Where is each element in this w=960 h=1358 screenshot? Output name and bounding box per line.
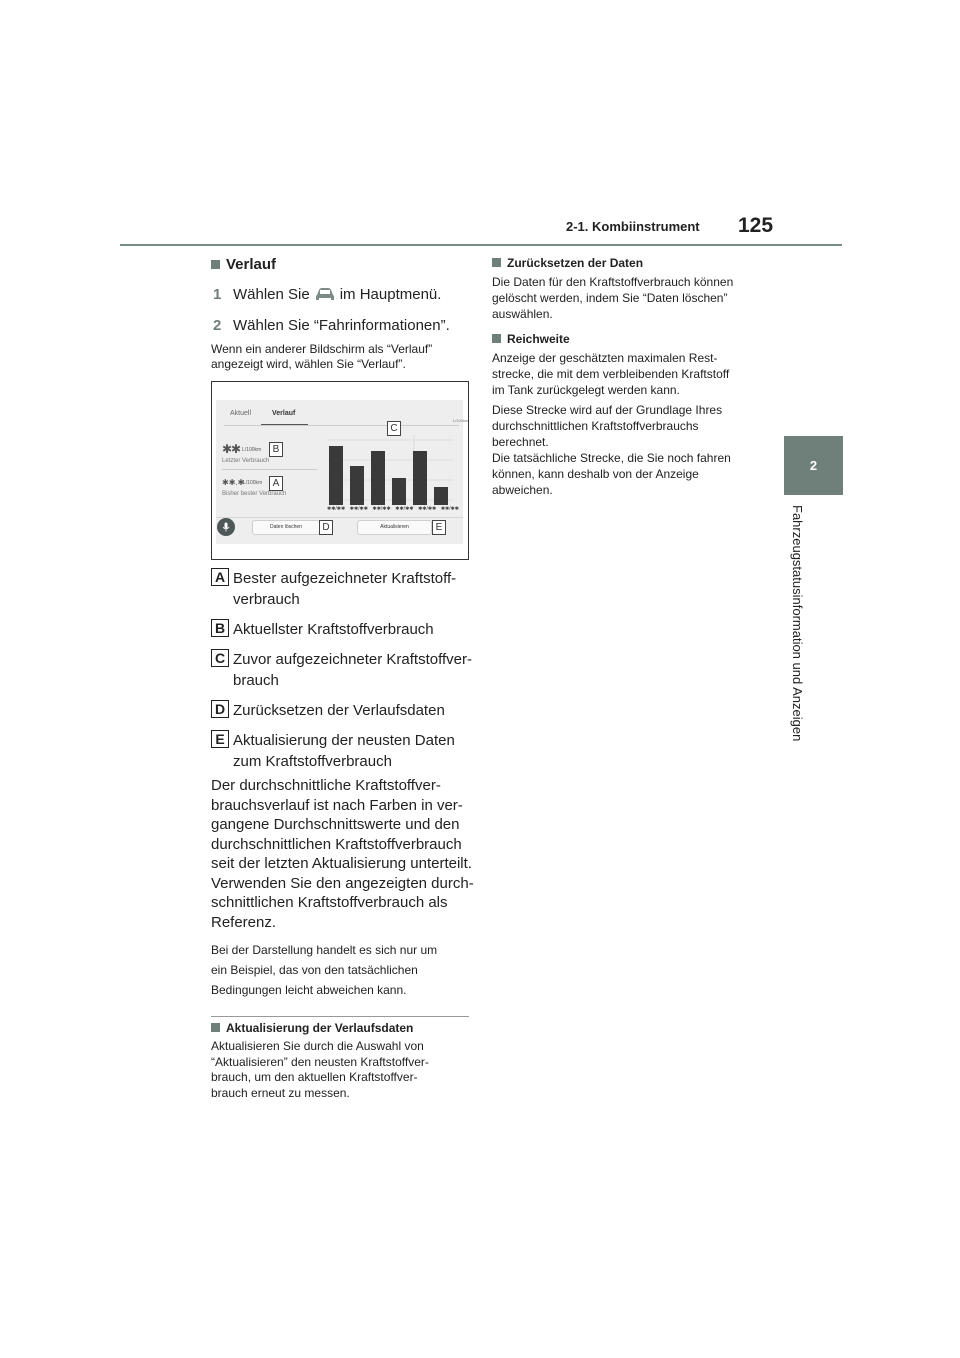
callout-e: E (432, 520, 446, 535)
square-bullet-icon (492, 334, 501, 343)
text-line: Die tatsächliche Strecke, die Sie noch fahren (492, 451, 731, 465)
legend-item-e (211, 730, 455, 772)
paragraph-line: seit der letzten Aktualisierung unterteilt. (211, 855, 472, 872)
section-title: 2-1. Kombiinstrument (566, 219, 700, 234)
text-line: Die Daten für den Kraftstoffverbrauch können (492, 275, 734, 289)
paragraph-line: brauchsverlauf ist nach Farben in ver- (211, 796, 463, 814)
chart-bar (392, 478, 406, 505)
chart-bar (371, 451, 385, 505)
paragraph-line: Verwenden Sie den angezeigten durch- (211, 874, 474, 892)
square-bullet-icon (211, 260, 220, 269)
legend-text: brauch (233, 672, 279, 689)
text-line: brauch, um den aktuellen Kraftstoffver- (211, 1070, 418, 1084)
legend-letter-d: D (211, 700, 229, 718)
note-line: Bedingungen leicht abweichen kann. (211, 983, 407, 997)
description-paragraph (211, 776, 476, 932)
square-bullet-icon (211, 1023, 220, 1032)
legend-text: Aktualisierung der neusten Daten (233, 732, 455, 749)
tab-verlauf: Verlauf (272, 410, 296, 417)
text-line: können, kann deshalb von der Anzeige (492, 467, 699, 481)
legend-item-d (211, 700, 445, 721)
step-2 (213, 317, 450, 334)
legend-text: Zurücksetzen der Verlaufsdaten (233, 702, 445, 719)
bar-label: ✱✱/✱✱ (440, 506, 459, 512)
heading-verlauf (211, 256, 276, 273)
heading-range (492, 332, 570, 346)
text-line: durchschnittlichen Kraftstoffverbrauchs (492, 419, 699, 433)
legend-item-b (211, 619, 434, 640)
note-verlauf (211, 342, 471, 372)
legend-text: zum Kraftstoffverbrauch (233, 753, 392, 770)
legend-text: Zuvor aufgezeichneter Kraftstoffver- (233, 651, 473, 668)
legend-text: Bester aufgezeichneter Kraftstoff- (233, 570, 457, 587)
note-verlauf-line: angezeigt wird, wählen Sie “Verlauf”. (211, 357, 406, 371)
heading-verlauf-text: Verlauf (226, 256, 277, 273)
current-value: ✱✱ (222, 442, 241, 456)
step-2-text: Wählen Sie “Fahrinformationen”. (233, 317, 450, 334)
text-line: strecke, die mit dem verbleibenden Kraftstoff (492, 367, 730, 381)
header-rule (120, 244, 842, 246)
text-line: im Tank zurückgelegt werden kann. (492, 383, 680, 397)
text-line: gelöscht werden, indem Sie “Daten löschen” (492, 291, 728, 305)
callout-c: C (387, 421, 401, 436)
square-bullet-icon (492, 258, 501, 267)
text-line: Anzeige der geschätzten maximalen Rest- (492, 351, 718, 365)
chart-bar (350, 466, 364, 505)
text-line: auswählen. (492, 307, 553, 321)
heading-reset-data-text: Zurücksetzen der Daten (507, 256, 644, 270)
paragraph-line: durchschnittlichen Kraftstoffverbrauch (211, 835, 462, 853)
chart-bar (413, 451, 427, 505)
legend-text: verbrauch (233, 591, 300, 608)
screen-display (216, 400, 469, 544)
best-label: Bisher bester Verbrauch (222, 491, 287, 497)
bottom-divider (216, 517, 463, 518)
note-verlauf-line: Wenn ein anderer Bildschirm als “Verlauf” (211, 342, 433, 356)
page-number: 125 (738, 214, 774, 237)
current-label: Letzter Verbrauch (222, 458, 270, 464)
text-line: Diese Strecke wird auf der Grundlage Ihres (492, 403, 723, 417)
note-line: ein Beispiel, das von den tatsächlichen (211, 963, 418, 977)
legend-item-c (211, 649, 472, 691)
callout-a: A (269, 476, 283, 491)
callout-d: D (319, 520, 333, 535)
legend-letter-b: B (211, 619, 229, 637)
chapter-label-wrap (790, 505, 814, 755)
heading-reset-data (492, 256, 643, 270)
tab-aktuell: Aktuell (230, 410, 252, 417)
step-1-text-after: im Hauptmenü. (339, 286, 442, 303)
screen-figure (211, 381, 469, 560)
legend-letter-c: C (211, 649, 229, 667)
mic-icon (217, 518, 235, 536)
paragraph-line: Der durchschnittliche Kraftstoffver- (211, 777, 441, 794)
step-1-number: 1 (213, 286, 222, 303)
chart-bar (434, 487, 448, 505)
paragraph-line: Referenz. (211, 913, 277, 931)
text-line: berechnet. (492, 435, 549, 449)
chapter-tab: 2 (784, 436, 843, 495)
best-value: ✱✱.✱ (222, 478, 245, 487)
mic-button[interactable] (217, 518, 235, 536)
bar-label: ✱✱/✱✱ (372, 506, 391, 512)
step-1-text-before: Wählen Sie (233, 286, 310, 303)
unit-label: L/100km (453, 418, 469, 423)
bar-label: ✱✱/✱✱ (349, 506, 368, 512)
paragraph-line: gangene Durchschnittswerte und den (211, 816, 460, 833)
bar-label: ✱✱/✱✱ (418, 506, 437, 512)
update-history-text (211, 1039, 476, 1101)
text-line: “Aktualisieren” den neusten Kraftstoffver- (211, 1054, 429, 1069)
best-unit: L/100km (243, 480, 263, 486)
text-line: Aktualisieren Sie durch die Auswahl von (211, 1039, 424, 1053)
bar-label-row (327, 506, 459, 512)
text-line: brauch erneut zu messen. (211, 1085, 350, 1100)
car-icon (314, 286, 336, 302)
update-button[interactable]: Aktualisieren (357, 520, 432, 535)
chapter-label: Fahrzeugstatusinformation und Anzeigen (790, 505, 805, 742)
legend-letter-e: E (211, 730, 229, 748)
legend-item-a (211, 568, 456, 610)
note-line: Bei der Darstellung handelt es sich nur um (211, 943, 438, 957)
step-1 (213, 286, 441, 303)
legend-text: Aktuellster Kraftstoffverbrauch (233, 621, 434, 638)
callout-b: B (269, 442, 283, 457)
current-unit: L/100km (242, 447, 262, 453)
reset-data-text (492, 274, 762, 322)
step-2-number: 2 (213, 317, 222, 334)
heading-range-text: Reichweite (507, 332, 570, 346)
heading-update-history (211, 1021, 413, 1035)
range-explanation (492, 402, 762, 498)
section-divider (211, 1016, 469, 1017)
heading-update-history-text: Aktualisierung der Verlaufsdaten (226, 1021, 414, 1035)
range-text (492, 350, 762, 398)
note-example (211, 940, 476, 1000)
chart-bar (329, 446, 343, 505)
bar-label: ✱✱/✱✱ (395, 506, 414, 512)
text-line: abweichen. (492, 483, 553, 497)
bar-label: ✱✱/✱✱ (327, 506, 346, 512)
delete-data-button[interactable]: Daten löschen (252, 520, 320, 535)
paragraph-line: schnittlichen Kraftstoffverbrauch als (211, 894, 448, 911)
legend-letter-a: A (211, 568, 229, 586)
